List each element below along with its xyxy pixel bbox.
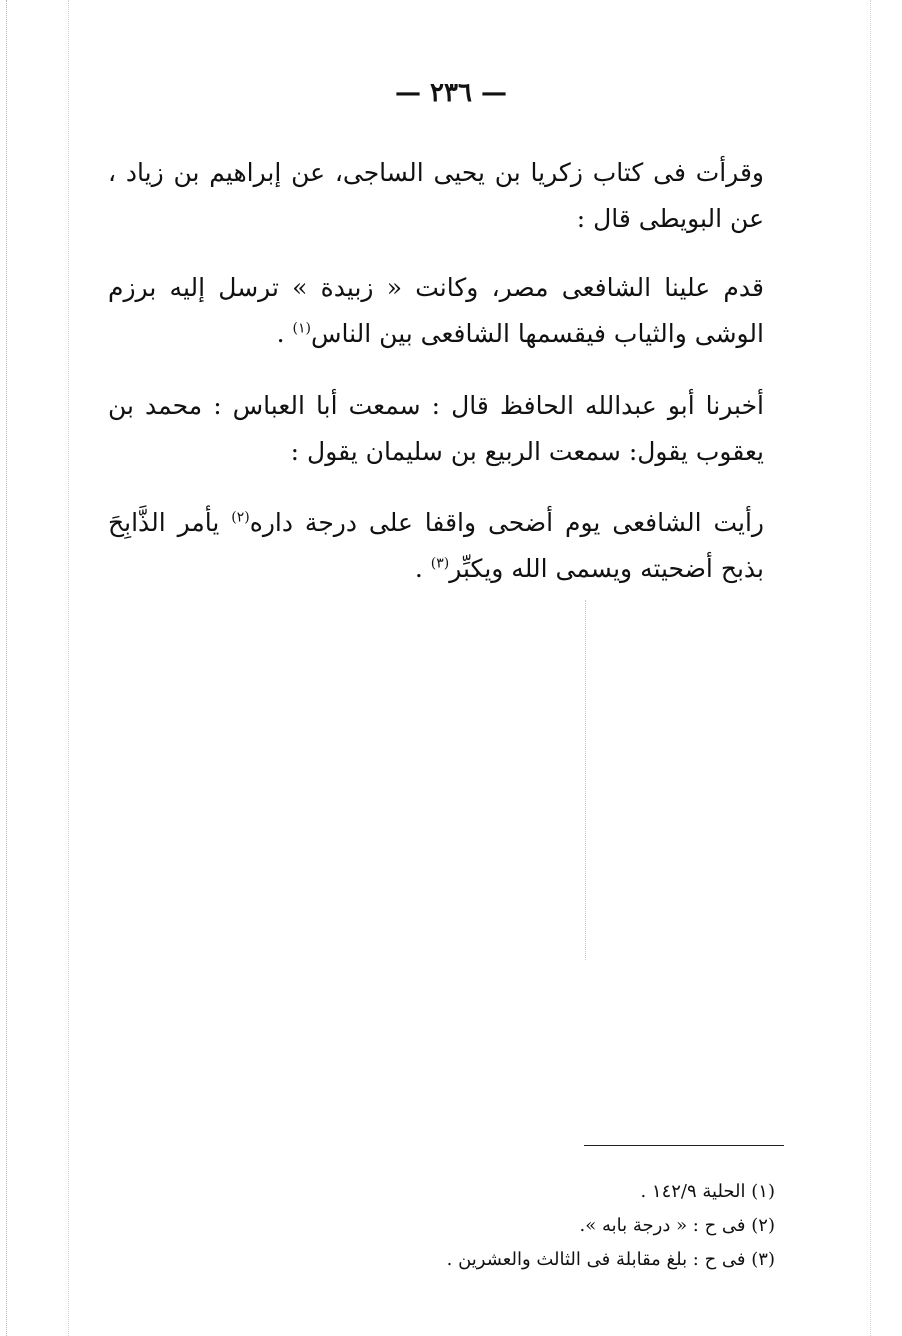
- footnote-3: (٣) فى ح : بلغ مقابلة فى الثالث والعشرين .: [446, 1249, 775, 1270]
- page-number: — ٢٣٦ —: [394, 78, 508, 108]
- footnote-2: (٢) فى ح : « درجة بابه ».: [579, 1215, 775, 1236]
- paragraph-tail: .: [414, 554, 431, 583]
- paragraph-tail: يأمر الذَّابِحَ بذبح أضحيته ويسمى الله ويكبِّر: [108, 508, 764, 583]
- footnote-1: (١) الحلية ١٤٢/٩ .: [640, 1181, 775, 1202]
- paragraph-text: رأيت الشافعى يوم أضحى واقفا على درجة داره: [249, 508, 764, 537]
- footnote-ref-3: (٣): [430, 555, 450, 572]
- paragraph-3: [108, 383, 764, 475]
- paragraph-1: [108, 150, 764, 242]
- paragraph-text: أخبرنا أبو عبدالله الحافظ قال : سمعت أبا العباس : محمد بن يعقوب يقول: سمعت الربيع بن سليمان يقول :: [108, 391, 765, 466]
- scan-artifact-line: [870, 0, 871, 1336]
- paragraph-tail: .: [276, 319, 293, 348]
- paragraph-text: قدم علينا الشافعى مصر، وكانت « زبيدة » ترسل إليه برزم الوشى والثياب فيقسمها الشافعى بين الناس: [108, 273, 764, 348]
- footnote-ref-2: (٢): [231, 509, 250, 526]
- scan-artifact-line: [68, 0, 69, 1336]
- footnote-ref-1: (١): [292, 320, 311, 337]
- footnotes: [300, 1175, 775, 1277]
- paragraph-text: وقرأت فى كتاب زكريا بن يحيى الساجى، عن إبراهيم بن زياد ، عن البويطى قال :: [108, 158, 764, 233]
- footnote-separator: [584, 1145, 784, 1146]
- paragraph-4: [108, 500, 764, 592]
- scan-artifact-line: [6, 0, 7, 1336]
- paragraph-2: [108, 265, 764, 357]
- scan-artifact-line: [585, 600, 586, 960]
